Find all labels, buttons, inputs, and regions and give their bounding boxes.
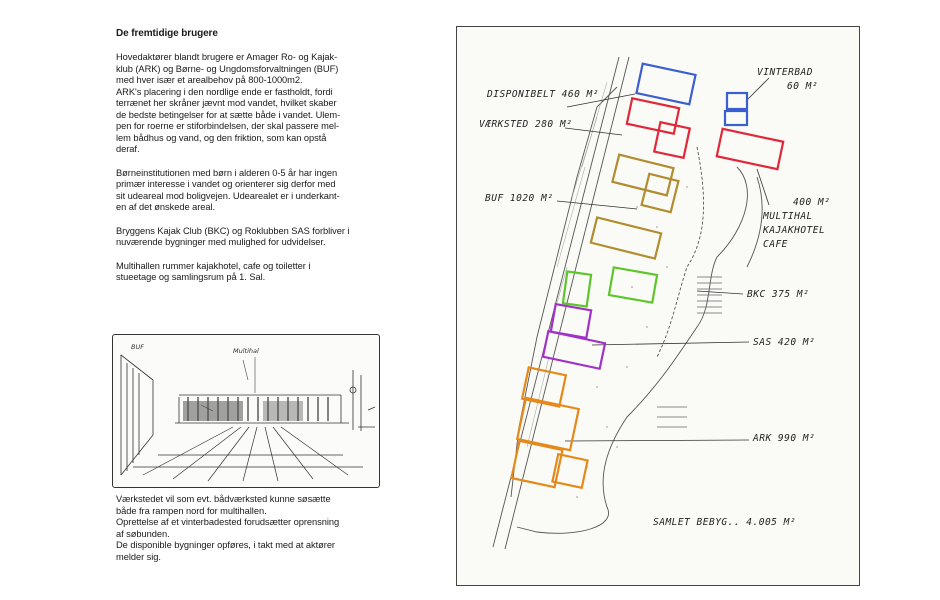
text-line: Børneinstitutionen med børn i alderen 0-5 år har ingen xyxy=(116,167,338,178)
text-line: nuværende bygninger med mulighed for udvidelser. xyxy=(116,237,326,247)
text-column-bottom xyxy=(116,494,388,575)
plan-label-disponibelt: DISPONIBELT 460 M² xyxy=(487,89,599,100)
site-plan-drawing xyxy=(456,26,860,586)
site-plan-svg xyxy=(457,27,859,585)
text-line: Bryggens Kajak Club (BKC) og Roklubben SAS forbliver i xyxy=(116,225,350,236)
building-vinterbad-1 xyxy=(727,93,747,109)
text-line: melder sig. xyxy=(116,551,161,562)
text-line: De disponible bygninger opføres, i takt med at aktører xyxy=(116,540,335,550)
paragraph-main-users xyxy=(116,52,388,156)
text-line: sit udeareal mod boligvejen. Udearealet er i underkant- xyxy=(116,190,340,201)
paragraph-workshop xyxy=(116,494,388,563)
text-line: deraf. xyxy=(116,144,140,154)
text-line: ARK's placering i den nordlige ende er fastholdt, fordi xyxy=(116,86,333,97)
plan-label-vinterbad-area: 60 M² xyxy=(787,81,819,92)
plan-label-buf: BUF 1020 M² xyxy=(485,193,554,204)
paragraph-childcare xyxy=(116,168,388,214)
plan-label-vaerksted: VÆRKSTED 280 M² xyxy=(479,119,573,130)
plan-label-samlet: SAMLET BEBYG.. 4.005 M² xyxy=(653,517,797,528)
text-line: med hver især et arealbehov på 800-1000m2. xyxy=(116,75,303,85)
building-ark-3 xyxy=(512,441,563,487)
perspective-sketch xyxy=(112,334,380,488)
text-line: Hovedaktører blandt brugere er Amager Ro- og Kajak- xyxy=(116,52,338,62)
text-line: klub (ARK) og Børne- og Ungdomsforvaltningen (BUF) xyxy=(116,63,339,74)
text-line: de bedste betingelser for at sætte både i vandet. Ulem- xyxy=(116,109,341,120)
text-line: Oprettelse af et vinterbadested forudsætter oprensning xyxy=(116,517,340,527)
text-line: pen for roerne er stiforbindelsen, der skal passere mel- xyxy=(116,121,340,131)
paragraph-clubs xyxy=(116,226,388,249)
plan-label-bkc: BKC 375 M² xyxy=(747,289,810,300)
text-line: terrænet her skråner jævnt mod vandet, hvilket skaber xyxy=(116,98,337,108)
plan-label-sas: SAS 420 M² xyxy=(753,337,816,348)
plan-label-ark: ARK 990 M² xyxy=(753,433,816,444)
text-line: både fra rampen nord for multihallen. xyxy=(116,505,267,516)
building-buf-3 xyxy=(591,217,661,258)
section-heading: De fremtidige brugere xyxy=(116,28,218,39)
building-vaerksted-1 xyxy=(627,98,679,133)
sketch-drawing xyxy=(113,335,379,487)
sketch-label-buf: BUF xyxy=(131,343,144,351)
text-line: stueetage og samlingsrum på 1. Sal. xyxy=(116,272,266,282)
sketch-label-multihal: Multihal xyxy=(233,347,259,355)
text-line: primær interesse i vandet og orienterer sig derfor med xyxy=(116,179,336,189)
building-vaerksted-2 xyxy=(654,122,690,158)
plan-label-kajakhotel: KAJAKHOTEL xyxy=(763,225,826,236)
paragraph-multihall xyxy=(116,261,388,284)
plan-label-cafe: CAFE xyxy=(763,239,788,250)
plan-label-multihal-area: 400 M² xyxy=(793,197,831,208)
building-disponibelt xyxy=(636,64,695,105)
text-line: lem bådhus og vand, og den friktion, som kan opstå xyxy=(116,132,327,143)
plan-label-vinterbad: VINTERBAD xyxy=(757,67,813,78)
text-line: af søbunden. xyxy=(116,528,170,539)
text-line: Værkstedet vil som evt. bådværksted kunne søsætte xyxy=(116,494,331,504)
text-line: en af det ønskede areal. xyxy=(116,202,216,212)
building-multihal xyxy=(717,129,783,169)
plan-label-multihal: MULTIHAL xyxy=(763,211,813,222)
building-bkc-2 xyxy=(609,267,657,302)
building-vinterbad-2 xyxy=(725,111,747,125)
text-line: Multihallen rummer kajakhotel, cafe og toiletter i xyxy=(116,260,311,271)
text-column xyxy=(116,28,388,296)
building-buf-1 xyxy=(612,155,673,196)
